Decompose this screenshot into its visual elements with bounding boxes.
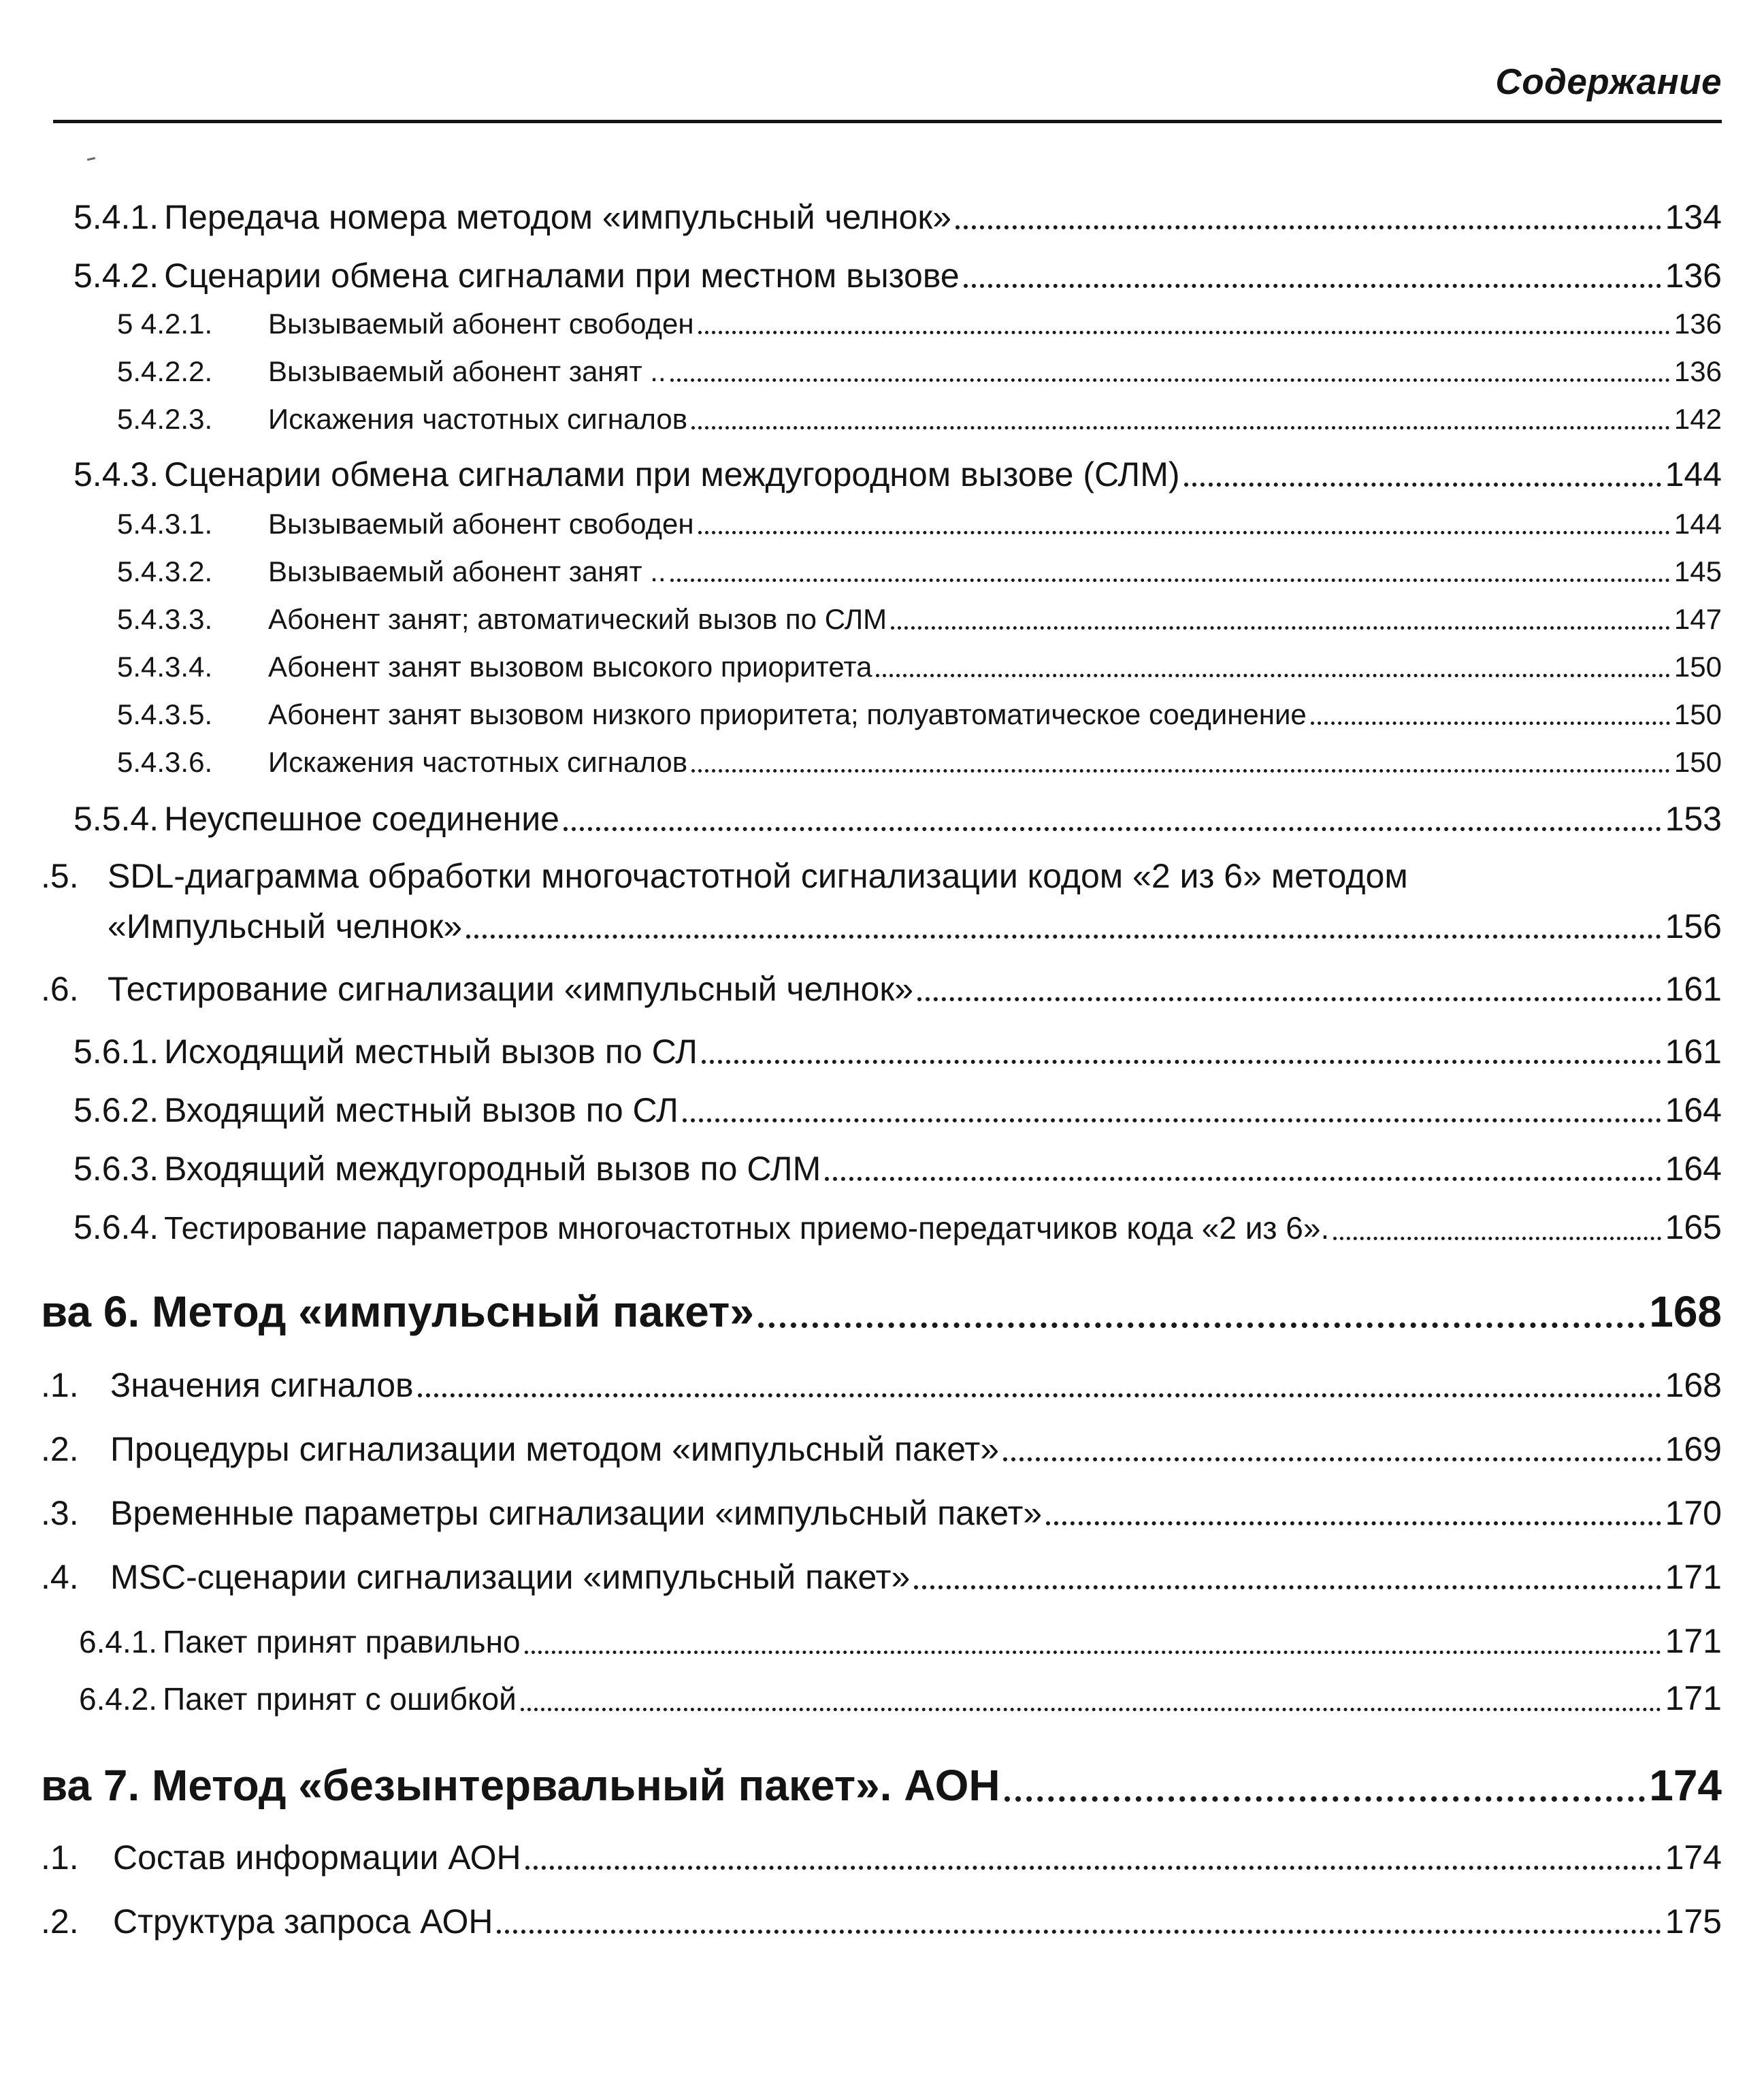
dot-leader bbox=[1333, 1207, 1661, 1247]
toc-entry[interactable] bbox=[74, 1207, 1722, 1247]
toc-entry[interactable] bbox=[74, 256, 1722, 295]
entry-title: Вызываемый абонент свободен bbox=[268, 308, 694, 340]
entry-number: 5.6.2. bbox=[74, 1091, 159, 1129]
running-header bbox=[53, 57, 1722, 125]
dot-leader bbox=[698, 508, 1670, 540]
entry-number: 5.5.4. bbox=[74, 800, 159, 838]
entry-number: .3. bbox=[41, 1494, 79, 1532]
dot-leader bbox=[917, 969, 1661, 1009]
entry-page: 145 bbox=[1673, 555, 1722, 587]
entry-page: 171 bbox=[1665, 1622, 1722, 1660]
entry-number: 6.4.1. bbox=[79, 1624, 158, 1659]
toc-entry-first-line[interactable] bbox=[41, 856, 1408, 896]
dot-leader bbox=[1004, 1760, 1646, 1811]
toc-entry[interactable] bbox=[74, 1149, 1722, 1188]
entry-title: Тестирование сигнализации «импульсный челнок» bbox=[108, 970, 914, 1008]
entry-title: Тестирование параметров многочастотных приемо-передатчиков кода «2 из 6». bbox=[164, 1210, 1330, 1246]
entry-number: 5.4.3. bbox=[74, 455, 159, 493]
toc-entry[interactable] bbox=[117, 603, 1722, 636]
dot-leader bbox=[691, 403, 1670, 436]
dot-leader bbox=[683, 1090, 1661, 1130]
toc-entry[interactable] bbox=[117, 555, 1722, 588]
entry-page: 171 bbox=[1665, 1558, 1722, 1596]
toc-chapter-entry[interactable] bbox=[41, 1286, 1722, 1337]
chapter-page: 174 bbox=[1649, 1761, 1722, 1810]
chapter-title: ва 7. Метод «безынтервальный пакет». АОН bbox=[41, 1761, 1000, 1810]
toc-entry[interactable] bbox=[41, 1493, 1722, 1533]
entry-page: 164 bbox=[1665, 1091, 1722, 1129]
entry-title: Пакет принят правильно bbox=[163, 1624, 521, 1659]
dot-leader bbox=[914, 1557, 1661, 1597]
entry-title: Вызываемый абонент свободен bbox=[268, 508, 694, 540]
toc-entry[interactable] bbox=[41, 1557, 1722, 1597]
entry-title: Входящий местный вызов по СЛ bbox=[164, 1091, 679, 1129]
entry-page: 147 bbox=[1673, 603, 1722, 635]
entry-number: .2. bbox=[41, 1902, 79, 1941]
entry-page: 175 bbox=[1665, 1902, 1722, 1941]
entry-page: 161 bbox=[1665, 1033, 1722, 1071]
dot-leader bbox=[891, 603, 1670, 636]
entry-title: Исходящий местный вызов по СЛ bbox=[164, 1033, 698, 1071]
dot-leader bbox=[564, 799, 1661, 839]
entry-page: 136 bbox=[1673, 355, 1722, 387]
toc-entry[interactable] bbox=[41, 1429, 1722, 1469]
entry-page: 150 bbox=[1673, 698, 1722, 730]
toc-entry[interactable] bbox=[108, 907, 1722, 946]
toc-entry[interactable] bbox=[79, 1621, 1722, 1661]
entry-page: 150 bbox=[1673, 651, 1722, 683]
entry-number: 5.4.3.5. bbox=[117, 698, 213, 730]
entry-title: Абонент занят вызовом низкого приоритета; полуавтоматическое соединение bbox=[268, 698, 1307, 730]
toc-entry[interactable] bbox=[74, 799, 1722, 839]
entry-number: 5.4.3.6. bbox=[117, 746, 213, 778]
entry-title: Временные параметры сигнализации «импульсный пакет» bbox=[110, 1494, 1043, 1532]
entry-page: 144 bbox=[1673, 508, 1722, 540]
entry-page: 164 bbox=[1665, 1150, 1722, 1188]
dot-leader bbox=[825, 1149, 1661, 1188]
entry-page: 134 bbox=[1665, 198, 1722, 236]
entry-title: MSC-сценарии сигнализации «импульсный пакет» bbox=[110, 1558, 911, 1596]
entry-number: 5.4.3.2. bbox=[117, 555, 213, 587]
entry-page: 150 bbox=[1673, 746, 1722, 778]
entry-title: Сценарии обмена сигналами при местном вызове bbox=[164, 257, 960, 295]
entry-number: .1. bbox=[41, 1366, 79, 1404]
entry-number: 5.4.2.2. bbox=[117, 355, 213, 387]
entry-page: 153 bbox=[1665, 800, 1722, 838]
dot-leader bbox=[525, 1838, 1661, 1877]
dot-leader bbox=[702, 1032, 1661, 1071]
toc-entry[interactable] bbox=[41, 1365, 1722, 1405]
entry-number: 6.4.2. bbox=[79, 1681, 158, 1717]
entry-title: Структура запроса АОН bbox=[113, 1902, 493, 1941]
toc-entry[interactable] bbox=[117, 308, 1722, 340]
toc-entry[interactable] bbox=[41, 1902, 1722, 1941]
entry-number: .1. bbox=[41, 1838, 79, 1877]
entry-number: 5.6.3. bbox=[74, 1150, 159, 1188]
toc-entry[interactable] bbox=[117, 355, 1722, 388]
toc-entry[interactable] bbox=[79, 1678, 1722, 1718]
entry-number: .4. bbox=[41, 1558, 79, 1596]
entry-title: Пакет принят с ошибкой bbox=[163, 1681, 517, 1717]
toc-entry[interactable] bbox=[117, 508, 1722, 540]
dot-leader bbox=[1003, 1429, 1661, 1469]
entry-title: Состав информации АОН bbox=[113, 1838, 521, 1877]
scan-speck bbox=[87, 157, 95, 161]
entry-page: 136 bbox=[1673, 308, 1722, 340]
entry-number: .5. bbox=[41, 857, 79, 895]
entry-title: Неуспешное соединение bbox=[164, 800, 559, 838]
entry-number: 5.4.3.1. bbox=[117, 508, 213, 540]
toc-entry[interactable] bbox=[117, 403, 1722, 436]
entry-number: 5.4.2.3. bbox=[117, 403, 213, 435]
dot-leader bbox=[525, 1621, 1661, 1661]
entry-number: 5.4.2. bbox=[74, 257, 159, 295]
entry-number: .6. bbox=[41, 970, 79, 1008]
entry-title: Вызываемый абонент занят .. bbox=[268, 355, 666, 387]
dot-leader bbox=[670, 355, 1670, 388]
toc-entry[interactable] bbox=[117, 651, 1722, 683]
entry-page: 165 bbox=[1665, 1208, 1722, 1246]
entry-title: Абонент занят вызовом высокого приоритета bbox=[268, 651, 872, 683]
toc-entry[interactable] bbox=[74, 1032, 1722, 1071]
dot-leader bbox=[956, 197, 1661, 237]
entry-page: 144 bbox=[1665, 455, 1722, 493]
dot-leader bbox=[497, 1902, 1661, 1941]
entry-page: 142 bbox=[1673, 403, 1722, 435]
entry-title-line1: SDL-диаграмма обработки многочастотной сигнализации кодом «2 из 6» методом bbox=[108, 857, 1408, 895]
toc-chapter-entry[interactable] bbox=[41, 1760, 1722, 1811]
dot-leader bbox=[466, 907, 1661, 946]
entry-title: Искажения частотных сигналов bbox=[268, 403, 688, 435]
entry-number: 5 4.2.1. bbox=[117, 308, 213, 340]
entry-title: Вызываемый абонент занят .. bbox=[268, 555, 666, 587]
entry-page: 169 bbox=[1665, 1430, 1722, 1468]
chapter-page: 168 bbox=[1649, 1287, 1722, 1336]
dot-leader bbox=[521, 1678, 1661, 1718]
toc-entry[interactable] bbox=[74, 1090, 1722, 1130]
entry-number: 5.4.1. bbox=[74, 198, 159, 236]
entry-number: 5.6.1. bbox=[74, 1033, 159, 1071]
page-header-title: Содержание bbox=[1495, 62, 1722, 102]
dot-leader bbox=[876, 651, 1669, 683]
header-rule bbox=[53, 120, 1722, 123]
dot-leader bbox=[670, 555, 1670, 588]
entry-title: Значения сигналов bbox=[110, 1366, 414, 1404]
toc-entry[interactable] bbox=[41, 1838, 1722, 1877]
entry-number: .2. bbox=[41, 1430, 79, 1468]
toc-entry[interactable] bbox=[41, 969, 1722, 1009]
entry-title: Абонент занят; автоматический вызов по СЛМ bbox=[268, 603, 887, 635]
entry-title: Искажения частотных сигналов bbox=[268, 746, 688, 778]
entry-number: 5.6.4. bbox=[74, 1208, 159, 1246]
dot-leader bbox=[698, 308, 1670, 340]
dot-leader bbox=[691, 746, 1670, 779]
dot-leader bbox=[1046, 1493, 1661, 1533]
entry-page: 171 bbox=[1665, 1679, 1722, 1717]
toc-entry[interactable] bbox=[117, 698, 1722, 731]
entry-title: Процедуры сигнализации методом «импульсный пакет» bbox=[110, 1430, 1000, 1468]
entry-page: 168 bbox=[1665, 1366, 1722, 1404]
dot-leader bbox=[1311, 698, 1670, 731]
dot-leader bbox=[1184, 455, 1661, 494]
entry-page: 161 bbox=[1665, 970, 1722, 1008]
entry-page: 136 bbox=[1665, 257, 1722, 295]
entry-page: 170 bbox=[1665, 1494, 1722, 1532]
chapter-title: ва 6. Метод «импульсный пакет» bbox=[41, 1287, 754, 1336]
entry-title: Сценарии обмена сигналами при междугородном вызове (СЛМ) bbox=[164, 455, 1180, 493]
entry-title: Передача номера методом «импульсный челнок» bbox=[164, 198, 952, 236]
entry-number: 5.4.3.3. bbox=[117, 603, 213, 635]
toc-entry[interactable] bbox=[74, 197, 1722, 237]
entry-title-line2: «Импульсный челнок» bbox=[108, 907, 463, 945]
toc-entry[interactable] bbox=[117, 746, 1722, 779]
entry-page: 156 bbox=[1665, 907, 1722, 945]
dot-leader bbox=[964, 256, 1661, 295]
dot-leader bbox=[418, 1365, 1661, 1405]
entry-number: 5.4.3.4. bbox=[117, 651, 213, 683]
toc-entry[interactable] bbox=[74, 455, 1722, 494]
dot-leader bbox=[758, 1286, 1645, 1337]
entry-title: Входящий междугородный вызов по СЛМ bbox=[164, 1150, 821, 1188]
entry-page: 174 bbox=[1665, 1838, 1722, 1877]
